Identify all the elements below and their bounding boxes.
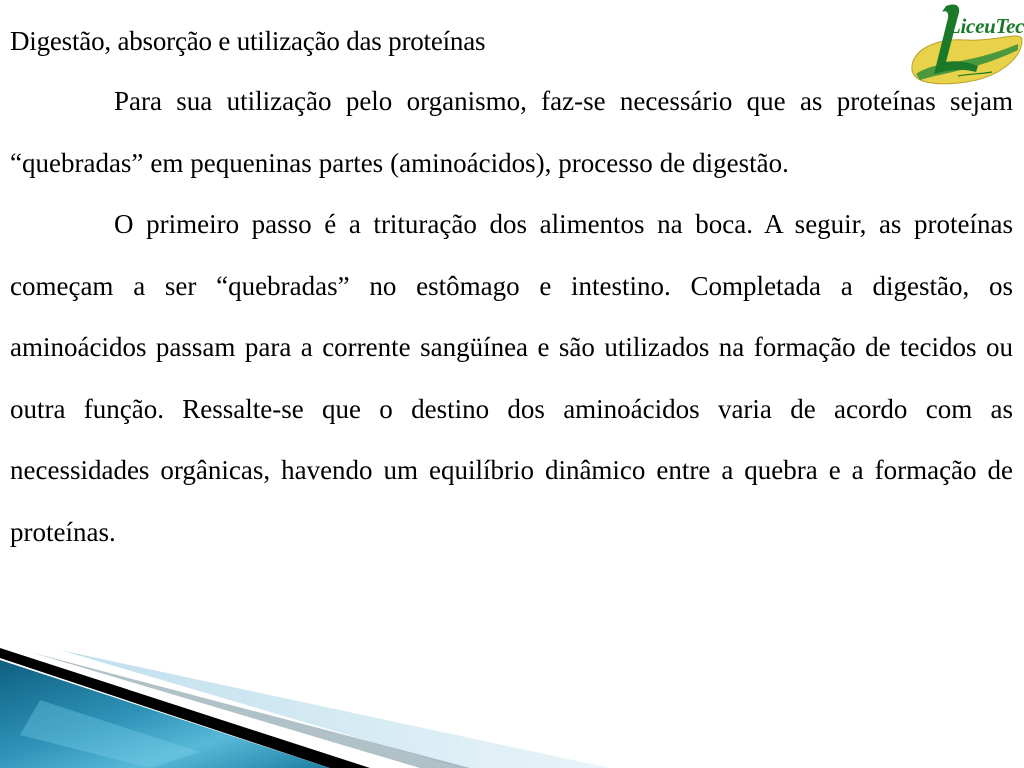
slide-title: Digestão, absorção e utilização das proteínas xyxy=(10,26,486,56)
slide-body xyxy=(10,71,1013,563)
logo-text: LiceuTec xyxy=(948,14,1024,38)
paragraph-1: Para sua utilização pelo organismo, faz-se necessário que as proteínas sejam “quebradas” em pequeninas partes (aminoácidos), processo de digestão. xyxy=(10,86,1013,178)
paragraph-2: O primeiro passo é a trituração dos alimentos na boca. A seguir, as proteínas começam a ser “quebradas” no estômago e intestino. Completada a digestão, os aminoácidos passam para a corrente sangüínea e são utilizados na formação de tecidos ou outra função. Ressalte-se que o destino dos aminoácidos varia de acordo com as necessidades orgânicas, havendo um equilíbrio dinâmico entre a quebra e a formação de proteínas. xyxy=(10,209,1013,547)
